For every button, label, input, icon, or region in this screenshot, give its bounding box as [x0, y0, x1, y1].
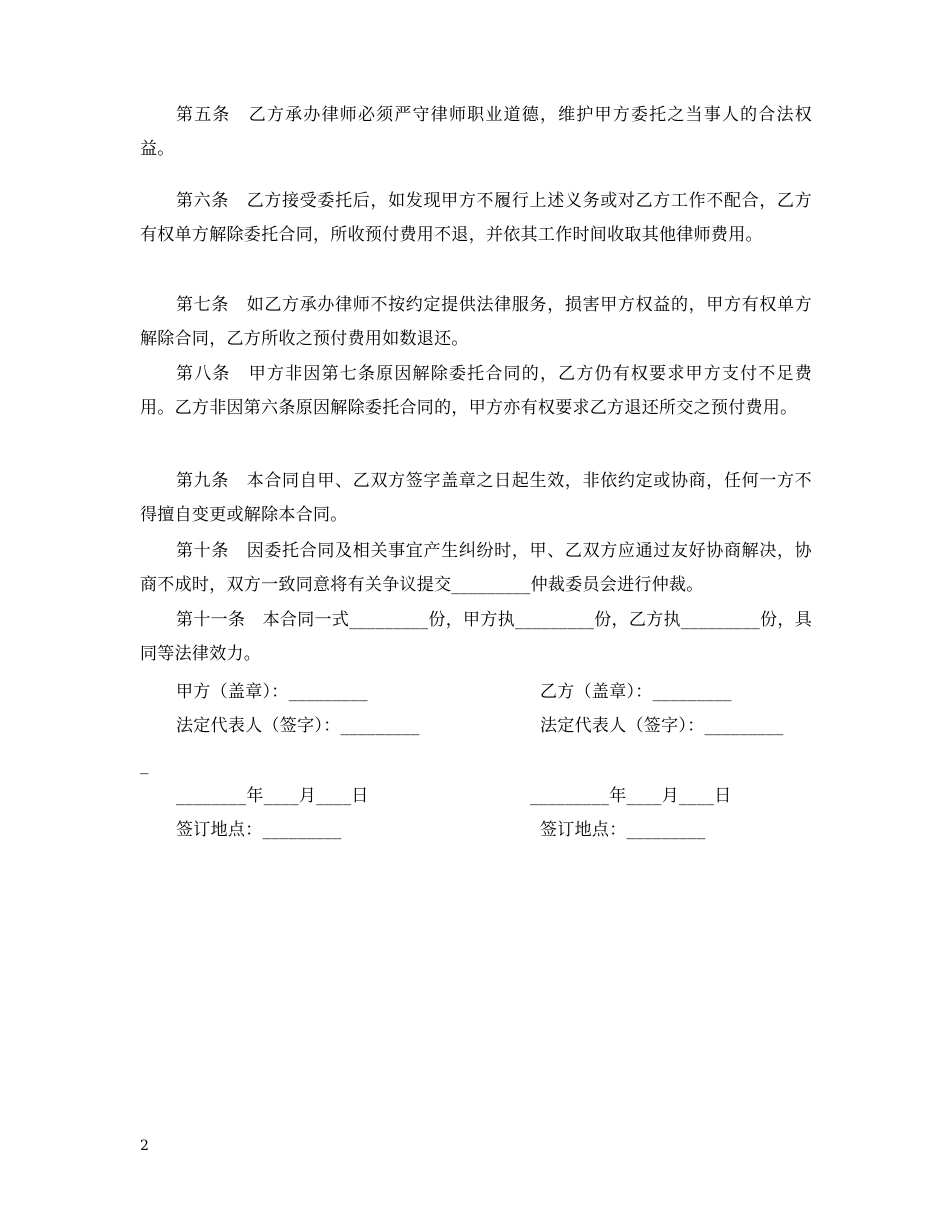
party-b-seal: 乙方（盖章）：_________: [540, 682, 732, 702]
party-b-signing-place: 签订地点：_________: [540, 820, 706, 840]
party-b-date: _________年____月____日: [530, 786, 732, 806]
party-a-date: ________年____月____日: [176, 786, 369, 806]
stray-underscore: _: [140, 755, 149, 775]
page-number: 2: [140, 1138, 149, 1154]
article-6: 第六条 乙方接受委托后，如发现甲方不履行上述义务或对乙方工作不配合，乙方有权单方解除委托合同，所收预付费用不退，并依其工作时间收取其他律师费用。: [140, 191, 812, 245]
article-11: 第十一条 本合同一式_________份，甲方执_________份，乙方执_________份，具同等法律效力。: [140, 610, 812, 664]
party-a-representative: 法定代表人（签字）：_________: [176, 716, 420, 736]
article-9: 第九条 本合同自甲、乙双方签字盖章之日起生效，非依约定或协商，任何一方不得擅自变更或解除本合同。: [140, 471, 812, 525]
party-b-representative: 法定代表人（签字）：_________: [540, 716, 784, 736]
article-8: 第八条 甲方非因第七条原因解除委托合同的，乙方仍有权要求甲方支付不足费用。乙方非因第六条原因解除委托合同的，甲方亦有权要求乙方退还所交之预付费用。: [140, 364, 812, 418]
article-7: 第七条 如乙方承办律师不按约定提供法律服务，损害甲方权益的，甲方有权单方解除合同，乙方所收之预付费用如数退还。: [140, 295, 812, 349]
party-a-signing-place: 签订地点：_________: [176, 820, 342, 840]
article-10: 第十条 因委托合同及相关事宜产生纠纷时，甲、乙双方应通过友好协商解决，协商不成时，双方一致同意将有关争议提交_________仲裁委员会进行仲裁。: [140, 541, 812, 595]
article-5: 第五条 乙方承办律师必须严守律师职业道德，维护甲方委托之当事人的合法权益。: [140, 105, 812, 159]
party-a-seal: 甲方（盖章）：_________: [176, 682, 368, 702]
